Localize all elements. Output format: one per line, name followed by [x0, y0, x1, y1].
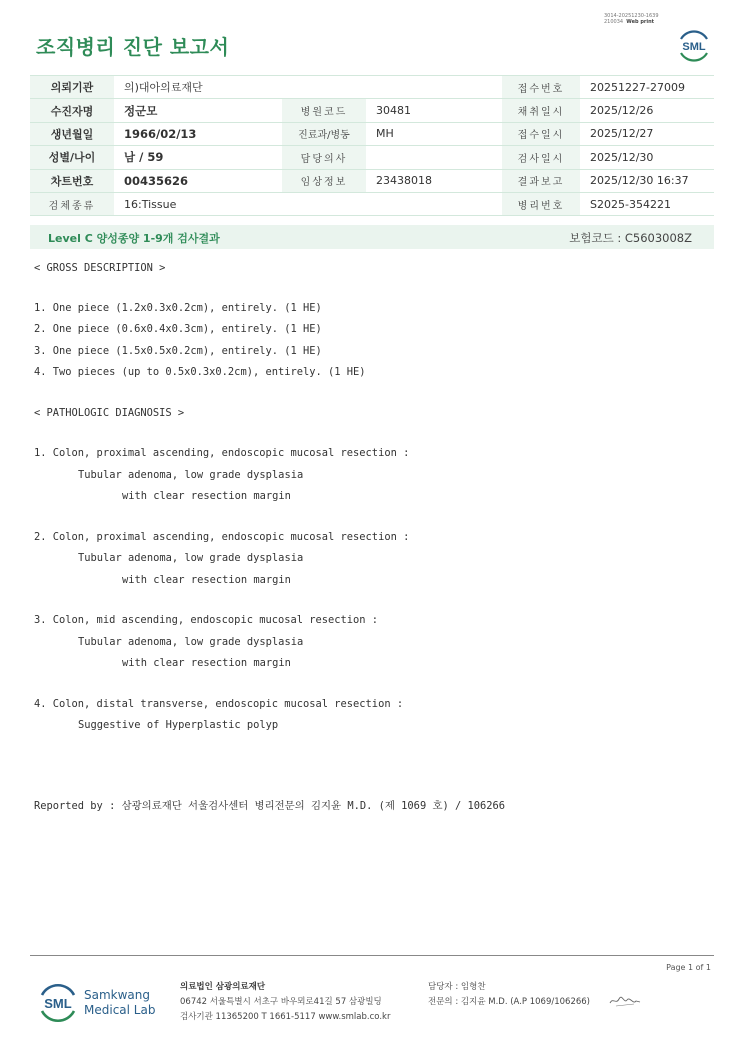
value-clinical-info: 23438018	[366, 169, 502, 192]
label-hospital-code: 병원코드	[282, 99, 366, 122]
samkwang-logo	[36, 980, 80, 1024]
value-collection-date: 2025/12/26	[580, 99, 714, 122]
print-stamp	[604, 13, 684, 25]
staff-in-charge: 담당자 : 임형찬	[428, 982, 486, 992]
patient-info-table	[30, 75, 714, 216]
org-name: 의료법인 삼광의료재단	[180, 982, 266, 992]
page-number: Page 1 of 1	[666, 963, 711, 972]
brand-name-line1: Samkwang	[84, 988, 150, 1002]
label-result-report: 결과보고	[502, 169, 580, 192]
gross-item: 3. One piece (1.5x0.5x0.2cm), entirely. (1 HE)	[34, 345, 322, 357]
diagnosis-result: Suggestive of Hyperplastic polyp	[78, 719, 279, 731]
label-patient-name: 수진자명	[30, 99, 114, 122]
diagnosis-margin: with clear resection margin	[122, 490, 291, 502]
print-stamp-line1: 3014-20251230-1639	[604, 13, 659, 19]
org-contact: 검사기관 11365200 T 1661-5117 www.smlab.co.kr	[180, 1012, 391, 1022]
gross-description-header: < GROSS DESCRIPTION >	[34, 262, 166, 274]
diagnosis-site: 3. Colon, mid ascending, endoscopic mucosal resection :	[34, 614, 379, 626]
value-sex-age: 남 / 59	[114, 146, 282, 169]
label-specimen-type: 검체종류	[30, 192, 114, 215]
label-receipt-date: 접수일시	[502, 122, 580, 145]
print-stamp-id: 210034	[604, 19, 624, 25]
footer-divider	[30, 955, 714, 956]
value-chart-number: 00435626	[114, 169, 282, 192]
label-receipt-number: 접수번호	[502, 76, 580, 99]
label-requesting-institution: 의뢰기관	[30, 76, 114, 99]
label-test-date: 검사일시	[502, 146, 580, 169]
pathologic-diagnosis-header: < PATHOLOGIC DIAGNOSIS >	[34, 407, 185, 419]
info-row	[30, 146, 714, 169]
value-department: MH	[366, 122, 502, 145]
value-patient-name: 정군모	[114, 99, 282, 122]
test-name: Level C 양성종양 1-9개 검사결과	[48, 232, 220, 245]
diagnosis-margin: with clear resection margin	[122, 574, 291, 586]
diagnosis-site: 4. Colon, distal transverse, endoscopic mucosal resection :	[34, 698, 404, 710]
diagnosis-result: Tubular adenoma, low grade dysplasia	[78, 552, 304, 564]
diagnosis-result: Tubular adenoma, low grade dysplasia	[78, 469, 304, 481]
label-birth-date: 생년월일	[30, 122, 114, 145]
info-row	[30, 169, 714, 192]
value-physician	[366, 146, 502, 169]
value-test-date: 2025/12/30	[580, 146, 714, 169]
diagnosis-margin: with clear resection margin	[122, 657, 291, 669]
diagnosis-result: Tubular adenoma, low grade dysplasia	[78, 636, 304, 648]
value-result-report: 2025/12/30 16:37	[580, 169, 714, 192]
value-hospital-code: 30481	[366, 99, 502, 122]
label-pathology-number: 병리번호	[502, 192, 580, 215]
diagnosis-site: 2. Colon, proximal ascending, endoscopic mucosal resection :	[34, 531, 410, 543]
diagnosis-site: 1. Colon, proximal ascending, endoscopic mucosal resection :	[34, 447, 410, 459]
reported-by: Reported by : 삼광의료재단 서울검사센터 병리전문의 김지윤 M.D. (제 1069 호) / 106266	[34, 800, 506, 812]
gross-item: 2. One piece (0.6x0.4x0.3cm), entirely. (1 HE)	[34, 323, 322, 335]
signature	[608, 993, 642, 1009]
info-row	[30, 192, 714, 215]
info-row	[30, 122, 714, 145]
value-requesting-institution: 의)대아의료재단	[114, 76, 502, 99]
label-chart-number: 차트번호	[30, 169, 114, 192]
samkwang-logo-text: SML	[44, 996, 72, 1011]
report-title: 조직병리 진단 보고서	[36, 35, 230, 59]
value-receipt-date: 2025/12/27	[580, 122, 714, 145]
label-sex-age: 성별/나이	[30, 146, 114, 169]
gross-item: 4. Two pieces (up to 0.5x0.3x0.2cm), entirely. (1 HE)	[34, 366, 366, 378]
org-address: 06742 서울특별시 서초구 바우뫼로41길 57 삼광빌딩	[180, 997, 382, 1007]
info-row	[30, 76, 714, 99]
sml-logo	[676, 27, 712, 63]
value-birth-date: 1966/02/13	[114, 122, 282, 145]
info-row	[30, 99, 714, 122]
sml-logo-text: SML	[682, 41, 706, 53]
label-department: 진료과/병동	[282, 122, 366, 145]
insurance-code: 보험코드 : C5603008Z	[569, 231, 692, 245]
label-physician: 담당의사	[282, 146, 366, 169]
gross-item: 1. One piece (1.2x0.3x0.2cm), entirely. (1 HE)	[34, 302, 322, 314]
web-print-label: Web print	[626, 19, 655, 25]
value-receipt-number: 20251227-27009	[580, 76, 714, 99]
specialist: 전문의 : 김지윤 M.D. (A.P 1069/106266)	[428, 997, 590, 1007]
brand-name-line2: Medical Lab	[84, 1003, 156, 1017]
value-pathology-number: S2025-354221	[580, 192, 714, 215]
label-clinical-info: 임상정보	[282, 169, 366, 192]
value-specimen-type: 16:Tissue	[114, 192, 502, 215]
label-collection-date: 채취일시	[502, 99, 580, 122]
